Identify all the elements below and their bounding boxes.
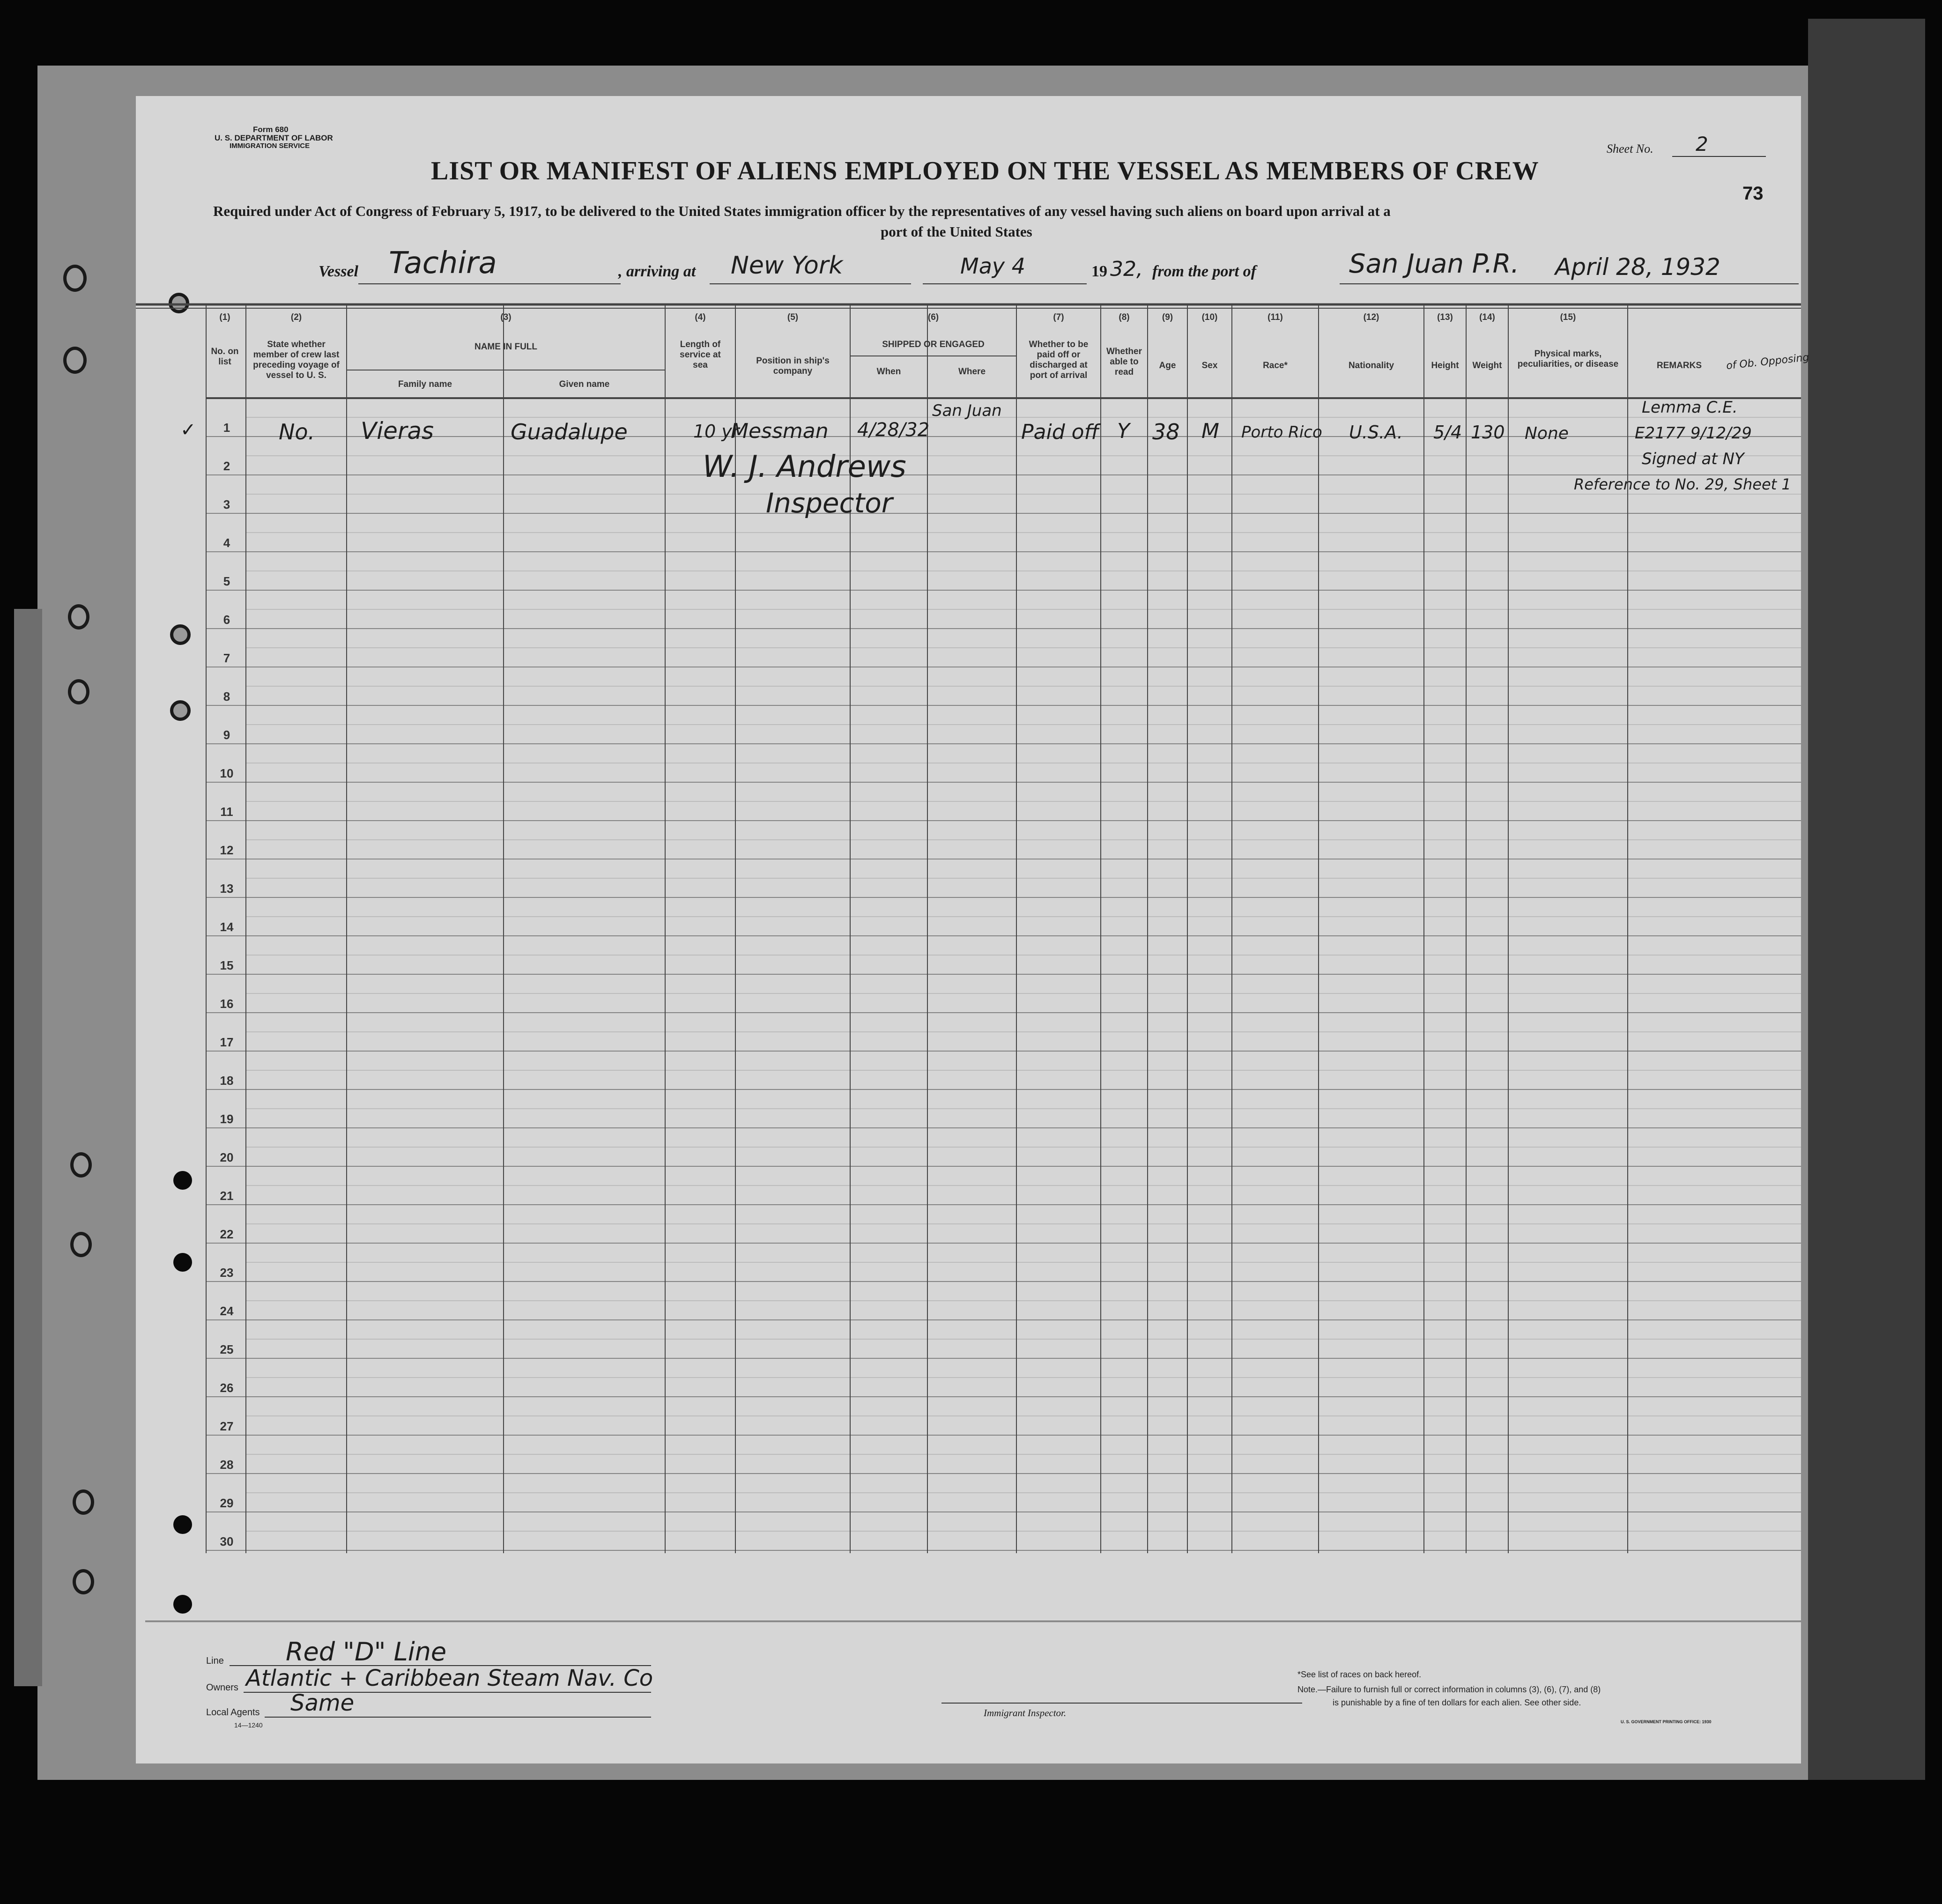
- department-name: U. S. DEPARTMENT OF LABOR: [215, 133, 333, 142]
- row-number: 19: [220, 1112, 234, 1126]
- row-number: 17: [220, 1035, 234, 1049]
- entry-check-mark: ✓: [180, 419, 196, 441]
- row-number: 21: [220, 1189, 234, 1203]
- entry-age: 38: [1152, 419, 1180, 445]
- departure-date: April 28, 1932: [1555, 253, 1720, 281]
- entry-service: 10 yr: [693, 421, 740, 442]
- entry-weight: 130: [1471, 422, 1505, 443]
- row-number: 27: [220, 1419, 234, 1433]
- row-number: 1: [223, 421, 230, 435]
- entry-position: Messman: [731, 419, 829, 443]
- entry-where: San Juan: [932, 401, 1002, 420]
- remarks-header-note: of Ob. Opposing: [1726, 351, 1810, 372]
- col-num-4: (4): [695, 312, 706, 322]
- row-number: 29: [220, 1496, 234, 1510]
- entry-sex: M: [1201, 419, 1219, 443]
- col-num-11: (11): [1267, 312, 1283, 322]
- inspector-title: Inspector: [766, 487, 893, 519]
- col-header-race: Race*: [1263, 361, 1288, 370]
- footer-rule: [145, 1621, 1801, 1622]
- printing-office: U. S. GOVERNMENT PRINTING OFFICE: 1930: [1621, 1719, 1712, 1724]
- row-number: 30: [220, 1534, 234, 1548]
- entry-when: 4/28/32: [857, 419, 930, 441]
- col-num-10: (10): [1201, 312, 1218, 322]
- row-number: 26: [220, 1381, 234, 1395]
- binder-hole: [73, 1569, 94, 1594]
- immigrant-inspector-label: Immigrant Inspector.: [984, 1707, 1067, 1719]
- row-number: 25: [220, 1342, 234, 1356]
- col-header-age: Age: [1159, 361, 1176, 370]
- row-number: 14: [220, 920, 234, 934]
- col-header-nationality: Nationality: [1348, 361, 1394, 370]
- arrival-date: May 4: [960, 253, 1025, 279]
- line-name: Red "D" Line: [286, 1637, 447, 1667]
- col-header-service: Length of service at sea: [680, 340, 721, 370]
- col-num-15: (15): [1560, 312, 1576, 322]
- entry-nationality: U.S.A.: [1349, 422, 1403, 443]
- inspector-underline: [941, 1703, 1302, 1704]
- agents-name: Same: [290, 1690, 355, 1716]
- entry-physical-marks: None: [1525, 424, 1569, 443]
- year-suffix: 32,: [1110, 257, 1143, 281]
- col-header-weight: Weight: [1472, 361, 1502, 370]
- row-number: 4: [223, 536, 230, 550]
- col-num-5: (5): [787, 312, 799, 322]
- row-number: 8: [223, 689, 230, 704]
- agents-label: Local Agents: [206, 1707, 260, 1718]
- col-num-9: (9): [1162, 312, 1173, 322]
- col-header-position: Position in ship's company: [756, 356, 830, 376]
- entry-read: Y: [1117, 419, 1130, 443]
- penalty-note-2: is punishable by a fine of ten dollars for each alien. See other side.: [1333, 1698, 1581, 1707]
- year-prefix: 19: [1091, 263, 1107, 280]
- row-number: 11: [220, 805, 233, 819]
- col-num-7: (7): [1053, 312, 1064, 322]
- col-header-where: Where: [958, 367, 986, 377]
- binder-hole: [68, 604, 89, 630]
- owners-label: Owners: [206, 1682, 238, 1693]
- row-number: 28: [220, 1458, 234, 1472]
- stamp-number: 73: [1742, 183, 1764, 204]
- row-number: 12: [220, 843, 234, 857]
- col-header-read: Whether able to read: [1106, 347, 1142, 377]
- row-number: 9: [223, 728, 230, 742]
- line-label: Line: [206, 1656, 224, 1666]
- from-label: from the port of: [1152, 263, 1256, 280]
- col-header-family-name: Family name: [398, 379, 452, 389]
- row-number: 23: [220, 1266, 234, 1280]
- form-code: 14—1240: [234, 1721, 263, 1729]
- col-header-no: No. on list: [211, 347, 239, 367]
- remarks-line-2: E2177 9/12/29: [1635, 424, 1752, 443]
- form-title: LIST OR MANIFEST OF ALIENS EMPLOYED ON THE VESSEL AS MEMBERS OF CREW: [431, 156, 1539, 185]
- arriving-port: New York: [731, 252, 843, 280]
- arriving-label: , arriving at: [618, 263, 696, 280]
- vessel-name: Tachira: [389, 246, 497, 281]
- vessel-label: Vessel: [319, 263, 358, 280]
- binder-hole: [63, 347, 87, 374]
- binder-hole: [70, 1152, 92, 1178]
- inspector-signature: W. J. Andrews: [703, 450, 906, 484]
- row-number: 20: [220, 1150, 234, 1164]
- remarks-line-3: Signed at NY: [1642, 450, 1744, 468]
- col-header-physical-marks: Physical marks, peculiarities, or disease: [1517, 349, 1619, 369]
- row-number: 18: [220, 1074, 234, 1088]
- form-number: Form 680: [253, 125, 289, 134]
- row-number: 13: [220, 882, 234, 896]
- col-num-2: (2): [290, 312, 302, 322]
- col-header-shipped: SHIPPED OR ENGAGED: [882, 340, 985, 349]
- entry-race: Porto Rico: [1241, 423, 1322, 442]
- agents-underline: [265, 1717, 651, 1718]
- col-header-paid-off: Whether to be paid off or discharged at port of arrival: [1029, 340, 1089, 380]
- entry-paid-off: Paid off: [1021, 420, 1099, 444]
- col-header-previous-voyage: State whether member of crew last preceding voyage of vessel to U. S.: [253, 340, 340, 380]
- col-num-13: (13): [1437, 312, 1453, 322]
- entry-height: 5/4: [1433, 422, 1462, 443]
- col-header-remarks: REMARKS: [1656, 361, 1702, 370]
- col-num-14: (14): [1479, 312, 1495, 322]
- manifest-sheet: [136, 96, 1810, 1763]
- col-num-3: (3): [500, 312, 511, 322]
- row-number: 15: [220, 958, 234, 972]
- remarks-line-4: Reference to No. 29, Sheet 1: [1574, 475, 1791, 493]
- entry-family-name: Vieras: [361, 417, 434, 445]
- backing-page-edge: [1808, 19, 1925, 1780]
- col-header-height: Height: [1431, 361, 1459, 370]
- row-number: 10: [220, 766, 234, 780]
- row-number: 6: [223, 613, 230, 627]
- form-subtitle-line1: Required under Act of Congress of February 5, 1917, to be delivered to the United States immigration officer by the representatives of any vessel having such aliens on board upon arrival at a: [213, 203, 1391, 219]
- binder-hole: [70, 1232, 92, 1257]
- row-number: 22: [220, 1227, 234, 1241]
- service-name: IMMIGRATION SERVICE: [230, 142, 310, 150]
- backing-page-left: [14, 609, 42, 1686]
- owners-name: Atlantic + Caribbean Steam Nav. Co: [246, 1665, 653, 1691]
- row-number: 24: [220, 1304, 234, 1318]
- penalty-note-1: Note.—Failure to furnish full or correct information in columns (3), (6), (7), and (8): [1297, 1685, 1601, 1694]
- binder-hole: [68, 679, 89, 704]
- col-num-6: (6): [927, 312, 939, 322]
- races-note: *See list of races on back hereof.: [1297, 1670, 1422, 1679]
- remarks-line-1: Lemma C.E.: [1642, 398, 1738, 417]
- row-number: 5: [223, 574, 230, 588]
- form-subtitle-line2: port of the United States: [881, 223, 1032, 240]
- entry-prev-voyage: No.: [279, 419, 315, 445]
- col-num-12: (12): [1363, 312, 1379, 322]
- entry-given-name: Guadalupe: [511, 419, 628, 445]
- row-number: 16: [220, 997, 234, 1011]
- sheet-label: Sheet No.: [1607, 142, 1653, 156]
- col-header-sex: Sex: [1201, 361, 1218, 370]
- sheet-number: 2: [1696, 133, 1708, 156]
- row-number: 7: [223, 651, 230, 665]
- col-header-when: When: [876, 367, 901, 377]
- col-header-given-name: Given name: [559, 379, 610, 389]
- binder-hole: [73, 1489, 94, 1515]
- col-num-1: (1): [219, 312, 230, 322]
- binder-hole: [63, 265, 87, 292]
- col-header-name: NAME IN FULL: [474, 342, 538, 352]
- col-num-8: (8): [1119, 312, 1130, 322]
- from-port: San Juan P.R.: [1349, 249, 1520, 279]
- row-number: 3: [223, 497, 230, 511]
- row-number: 2: [223, 459, 230, 473]
